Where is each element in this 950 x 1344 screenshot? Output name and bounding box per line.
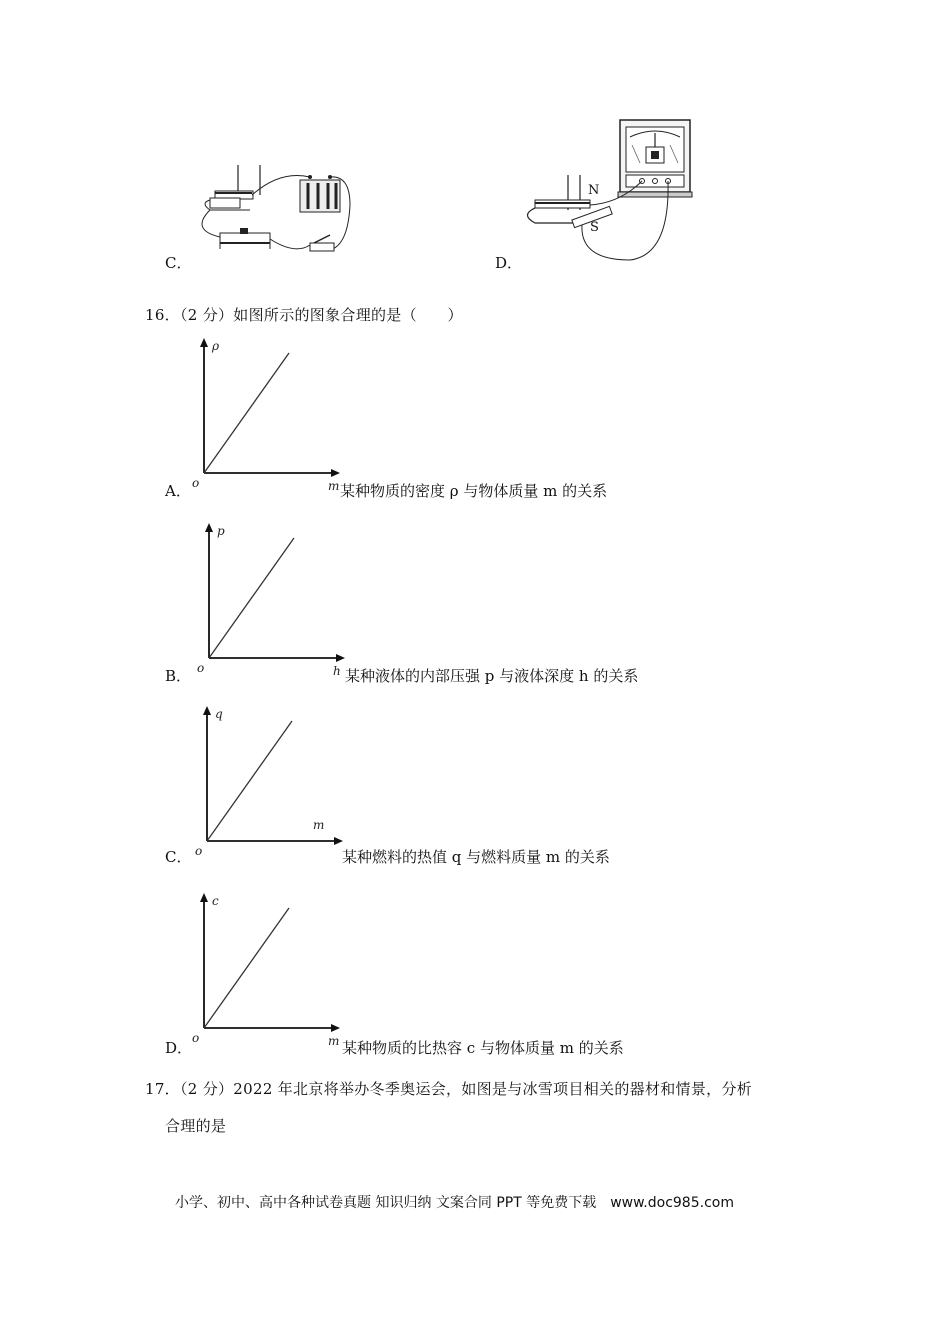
x-axis-arrow [331,469,340,477]
origin-label: o [197,661,205,675]
x-axis-label: m [328,479,340,493]
prev-option-c [165,120,465,280]
y-axis-label: p [217,524,225,538]
prev-option-d [495,115,755,280]
x-axis-arrow [331,1024,340,1032]
x-axis-arrow [336,654,345,662]
option-caption: 某种燃料的热值 q 与燃料质量 m 的关系 [342,848,610,866]
data-line [204,908,289,1028]
y-axis-arrow [200,338,208,347]
origin-label: o [192,1031,200,1045]
page-footer: 小学、初中、高中各种试卷真题 知识归纳 文案合同 PPT 等免费下载 www.doc985.com [175,1195,734,1211]
x-axis-label: h [333,664,341,678]
q16-option-b [165,515,725,685]
x-axis-label: m [328,1034,340,1048]
galvanometer-diagram-d [520,115,700,265]
origin-label: o [195,844,203,858]
y-axis-arrow [203,706,211,715]
option-letter: C． [165,254,192,272]
graph-d [190,885,350,1053]
graph-b [195,515,355,683]
origin-label: o [192,476,200,490]
q16-option-c [165,698,725,868]
x-axis-arrow [334,837,343,845]
graph-c [193,698,353,866]
q16-option-a [165,330,725,500]
option-letter: D． [165,1039,193,1057]
y-axis-arrow [200,893,208,902]
q16-option-d [165,885,725,1055]
option-letter: C． [165,848,192,866]
y-axis-label: ρ [212,339,220,353]
data-line [204,353,289,473]
magnet-south-label: S [590,220,599,235]
option-letter: B． [165,667,192,685]
option-letter: D． [495,254,523,272]
option-caption: 某种物质的比热容 c 与物体质量 m 的关系 [342,1039,624,1057]
option-letter: A． [165,482,191,500]
y-axis-label: q [215,707,223,721]
x-axis-label: m [313,818,325,832]
y-axis-label: c [212,894,219,908]
question-17-line-2: 合理的是 [165,1117,227,1135]
magnet-north-label: N [588,183,600,198]
question-17-line-1: 17．（2 分）2022 年北京将举办冬季奥运会，如图是与冰雪项目相关的器材和情景，分析 [145,1080,753,1098]
y-axis-arrow [205,523,213,532]
option-caption: 某种液体的内部压强 p 与液体深度 h 的关系 [345,667,639,685]
data-line [207,721,292,841]
option-caption: 某种物质的密度 ρ 与物体质量 m 的关系 [340,482,608,500]
circuit-diagram-c [190,165,390,265]
graph-a [190,330,350,498]
question-16-heading: 16．（2 分）如图所示的图象合理的是（ ） [145,306,463,324]
data-line [209,538,294,658]
